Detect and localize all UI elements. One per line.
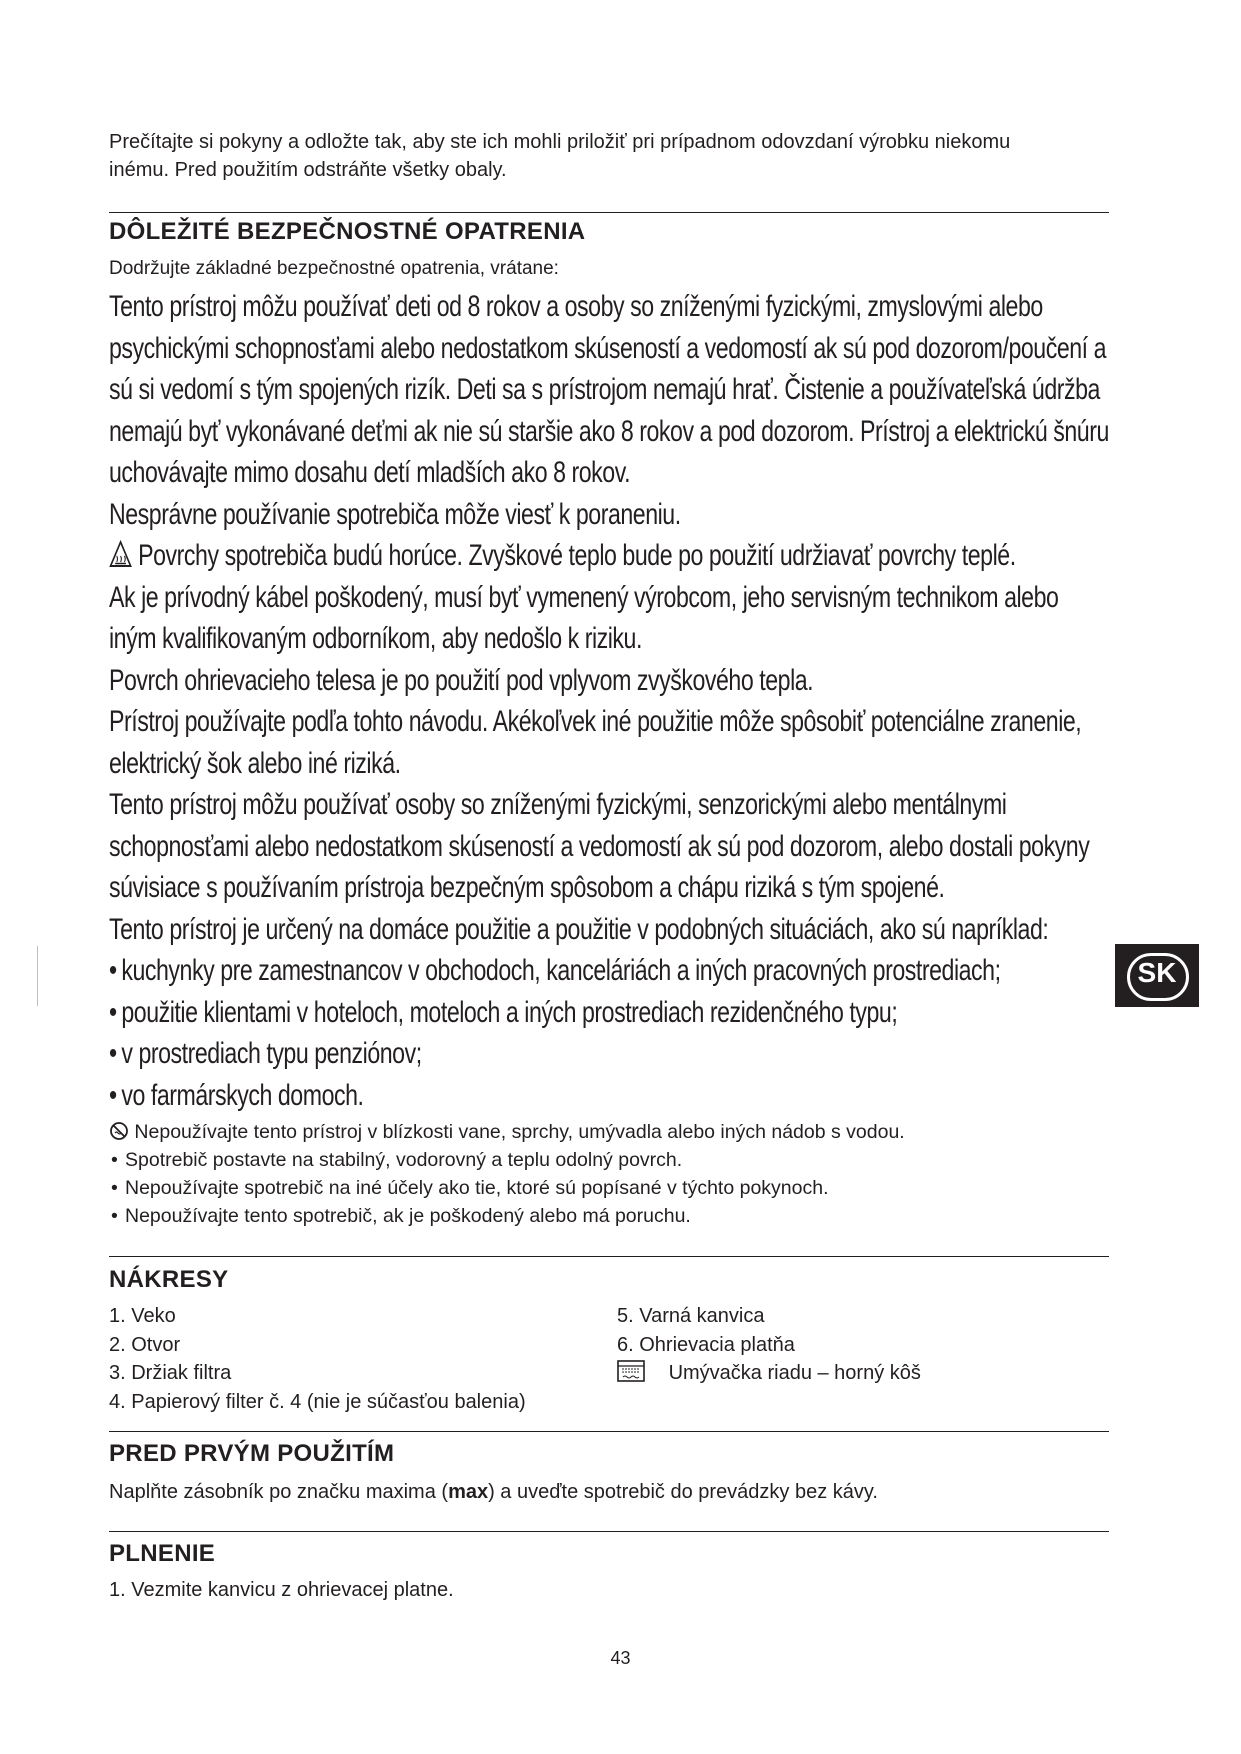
list-item: 1. Vezmite kanvicu z ohrievacej platne.: [109, 1579, 454, 1601]
warning-line: Povrch ohrievacieho telesa je po použití pod vplyvom zvyškového tepla.: [109, 663, 814, 697]
warning-line: Ak je prívodný kábel poškodený, musí byť vymenený výrobcom, jeho servisným technikom alebo: [109, 580, 1059, 614]
filling-steps: [109, 1576, 454, 1605]
hot-surface-warning-icon: [109, 539, 132, 572]
warning-line: sú si vedomí s tým spojených rizík. Deti sa s prístrojom nemajú hrať. Čistenie a používateľská údržba: [109, 373, 1100, 406]
safety-heading: DÔLEŽITÉ BEZPEČNOSTNÉ OPATRENIA: [109, 218, 586, 245]
list-item: 5. Varná kanvica: [617, 1305, 765, 1327]
warning-line: elektrický šok alebo iné riziká.: [109, 746, 401, 780]
list-item: 2. Otvor: [109, 1333, 181, 1356]
no-water-icon: [109, 1121, 129, 1143]
intro-text: [109, 128, 1109, 184]
warning-line: schopnosťami alebo nedostatkom skúseností a vedomostí ak sú pod dozorom, alebo dostali pokyny: [109, 829, 1090, 863]
list-item: 6. Ohrievacia platňa: [617, 1333, 795, 1356]
warning-line: Povrchy spotrebiča budú horúce. Zvyškové teplo bude po použití udržiavať povrchy teplé.: [138, 539, 1016, 572]
list-item: • Nepoužívajte spotrebič na iné účely ako tie, ktoré sú popísané v týchto pokynoch.: [111, 1177, 829, 1199]
safety-subheading: Dodržujte základné bezpečnostné opatrenia, vrátane:: [109, 258, 559, 279]
section-divider: [109, 1431, 1109, 1432]
warning-line: iným kvalifikovaným odborníkom, aby nedošlo k riziku.: [109, 622, 642, 655]
dishwasher-text: Umývačka riadu – horný kôš: [668, 1362, 921, 1384]
list-item: • použitie klientami v hoteloch, moteloch a iných prostrediach rezidenčného typu;: [109, 995, 898, 1029]
bullet-text: použitie klientami v hoteloch, moteloch a iných prostrediach rezidenčného typu;: [121, 995, 898, 1029]
max-label: max: [448, 1481, 489, 1503]
dishwasher-icon: [617, 1362, 645, 1384]
warning-line: súvisiace s používaním prístroja bezpečným spôsobom a chápu riziká s tým spojené.: [109, 871, 945, 904]
bullet-text: vo farmárskych domoch.: [121, 1078, 364, 1112]
language-tab-label: SK: [1137, 957, 1177, 988]
bullet-text: v prostrediach typu penziónov;: [121, 1037, 422, 1070]
list-item: • vo farmárskych domoch.: [109, 1078, 364, 1112]
no-water-text: Nepoužívajte tento prístroj v blízkosti vane, sprchy, umývadla alebo iných nádob s vodou.: [134, 1121, 905, 1143]
first-use-heading: PRED PRVÝM POUŽITÍM: [109, 1440, 395, 1467]
list-item: 3. Držiak filtra: [109, 1362, 232, 1384]
warning-line: uchovávajte mimo dosahu detí mladších ako 8 rokov.: [109, 456, 631, 489]
first-use-text: [109, 1478, 878, 1507]
page-number: 43: [610, 1648, 631, 1668]
drawings-heading: NÁKRESY: [109, 1266, 229, 1293]
warning-line: Nesprávne používanie spotrebiča môže viesť k poraneniu.: [109, 497, 681, 531]
safety-warnings: [109, 286, 1109, 1116]
list-item: 1. Veko: [109, 1305, 176, 1327]
bullet-text: Nepoužívajte tento spotrebič, ak je poškodený alebo má poruchu.: [125, 1205, 691, 1227]
list-item: 4. Papierový filter č. 4 (nie je súčasťou balenia): [109, 1390, 526, 1413]
drawings-list-right: [617, 1302, 921, 1388]
intro-line-2: inému. Pred použitím odstráňte všetky obaly.: [109, 159, 507, 181]
warning-line: Tento prístroj môžu používať deti od 8 rokov a osoby so zníženými fyzickými, zmyslovými alebo: [109, 290, 1043, 323]
no-water-line: [109, 1118, 905, 1146]
drawings-list-left: [109, 1302, 526, 1416]
warning-line: nemajú byť vykonávané deťmi ak nie sú staršie ako 8 rokov a pod dozorom. Prístroj a elektrickú šnúru: [109, 414, 1109, 448]
intro-line-1: Prečítajte si pokyny a odložte tak, aby ste ich mohli priložiť pri prípadnom odovzdaní výrobku niekomu: [109, 131, 1011, 153]
filling-heading: PLNENIE: [109, 1540, 216, 1567]
warning-line: Prístroj používajte podľa tohto návodu. Akékoľvek iné použitie môže spôsobiť potenciálne zranenie,: [109, 705, 1082, 738]
warning-line: psychickými schopnosťami alebo nedostatkom skúseností a vedomostí ak sú pod dozorom/poučení a: [109, 331, 1107, 365]
margin-mark: [37, 946, 38, 1006]
list-item: • Nepoužívajte tento spotrebič, ak je poškodený alebo má poruchu.: [111, 1205, 691, 1227]
list-item: • kuchynky pre zamestnancov v obchodoch, kanceláriách a iných pracovných prostrediach;: [109, 954, 1001, 987]
list-item: • Spotrebič postavte na stabilný, vodorovný a teplu odolný povrch.: [111, 1149, 683, 1171]
safety-small-list: [109, 1118, 905, 1230]
section-divider: [109, 212, 1109, 213]
section-divider: [109, 1256, 1109, 1257]
warning-line: Tento prístroj je určený na domáce použitie a použitie v podobných situáciách, ako sú napríklad:: [109, 912, 1049, 946]
language-tab: [1115, 944, 1199, 1007]
bullet-text: Spotrebič postavte na stabilný, vodorovný a teplu odolný povrch.: [125, 1149, 683, 1171]
bullet-text: kuchynky pre zamestnancov v obchodoch, kanceláriách a iných pracovných prostrediach;: [121, 954, 1001, 987]
dishwasher-item: [617, 1359, 921, 1388]
bullet-text: Nepoužívajte spotrebič na iné účely ako tie, ktoré sú popísané v týchto pokynoch.: [125, 1177, 829, 1199]
first-use-text-start: Naplňte zásobník po značku maxima (: [109, 1481, 449, 1503]
list-item: • v prostrediach typu penziónov;: [109, 1037, 422, 1070]
first-use-text-end: ) a uveďte spotrebič do prevádzky bez kávy.: [488, 1481, 878, 1503]
hot-surface-line: [109, 535, 1016, 577]
section-divider: [109, 1531, 1109, 1532]
warning-line: Tento prístroj môžu používať osoby so zníženými fyzickými, senzorickými alebo mentálnymi: [109, 788, 1007, 821]
